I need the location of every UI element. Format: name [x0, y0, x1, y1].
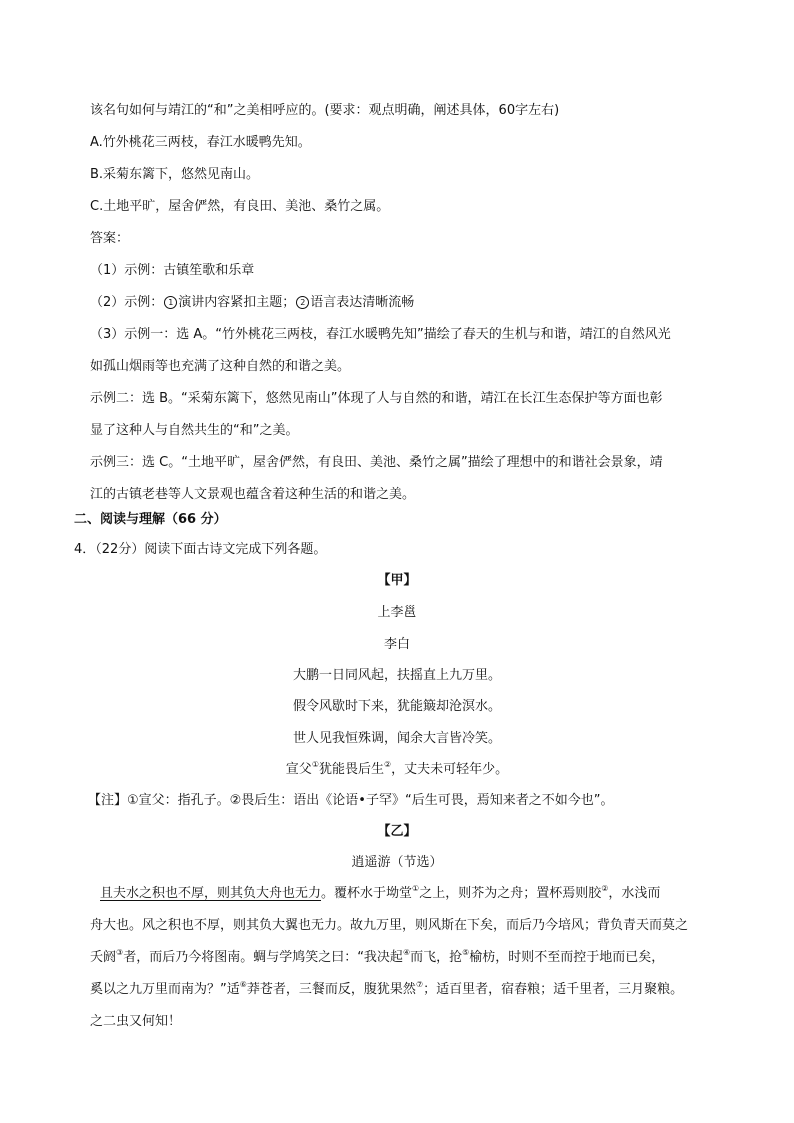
- passage-line-4: [90, 980, 794, 1000]
- note-mark-7: ⑦: [415, 979, 424, 989]
- passage-4-b: 莽苍者，三餐而反，腹犹果然: [246, 982, 416, 997]
- passage-4-a: 奚以之九万里而南为？”适: [90, 982, 240, 997]
- passage-3-b: 者，而后乃今将图南。蜩与学鸠笑之曰：“我决起: [123, 950, 403, 965]
- note-mark-3: ③: [116, 947, 124, 957]
- footnote-mark-1: ①: [311, 759, 319, 769]
- poem-line-4-b: 犹能畏后生: [318, 762, 384, 777]
- example-2-line1: 示例二：选 B。“采菊东篱下，悠然见南山”体现了人与自然的和谐，靖江在长江生态保护等方面也彰: [90, 391, 663, 406]
- q3-prompt: 该名句如何与靖江的“和”之美相呼应的。(要求：观点明确，阐述具体，60字左右): [90, 103, 560, 118]
- poem-line-4-a: 宣父: [285, 762, 312, 777]
- poem-line-4: [0, 760, 794, 780]
- passage-3-d: 榆枋，时则不至而控于地而已矣，: [469, 950, 665, 965]
- circle-number-1: 1: [164, 296, 177, 309]
- example-2-line2: 显了这种人与自然共生的“和”之美。: [90, 423, 299, 438]
- note-mark-2: ②: [601, 883, 609, 893]
- text-yi-title: 逍遥游（节选）: [351, 855, 443, 870]
- answer-2-part1: 演讲内容紧扣主题；: [178, 295, 296, 310]
- circle-number-2: 2: [296, 296, 309, 309]
- answer-2-prefix: （2）示例：: [90, 295, 164, 310]
- underlined-sentence: 且夫水之积也不厚，则其负大舟也无力: [100, 886, 322, 901]
- passage-1-a: 。覆杯水于坳堂: [321, 886, 413, 901]
- poem-jia-tag: 【甲】: [377, 573, 417, 588]
- passage-1-b: 之上，则芥为之舟；置杯焉则胶: [419, 886, 602, 901]
- note-mark-5: ⑤: [462, 947, 470, 957]
- text-yi-tag: 【乙】: [377, 824, 417, 839]
- note-mark-4: ④: [402, 947, 411, 957]
- passage-line-3: [90, 948, 794, 968]
- poem-note: 【注】①宣父：指孔子。②畏后生：语出《论语•子罕》“后生可畏，焉知来者之不如今也”。: [88, 793, 614, 808]
- section-heading: 二、阅读与理解（66 分）: [74, 512, 227, 527]
- poem-line-1: 大鹏一日同风起，扶摇直上九万里。: [292, 668, 501, 683]
- answer-2: [90, 293, 794, 313]
- note-mark-1: ①: [412, 883, 420, 893]
- passage-4-c: ；适百里者，宿舂粮；适千里者，三月聚粮。: [423, 982, 684, 997]
- footnote-mark-2: ②: [384, 759, 392, 769]
- answer-1: （1）示例：古镇笙歌和乐章: [90, 263, 255, 278]
- answer-3-line2: 如孤山烟雨等也充满了这种自然的和谐之美。: [90, 359, 351, 374]
- answer-3-line1: （3）示例一：选 A。“竹外桃花三两枝，春江水暖鸭先知”描绘了春天的生机与和谐，靖江的自然风光: [90, 327, 671, 342]
- passage-3-a: 夭阏: [90, 950, 117, 965]
- passage-line-1: [100, 884, 794, 904]
- answer-2-part2: 语言表达清晰流畅: [310, 295, 415, 310]
- option-b: B.采菊东篱下，悠然见南山。: [90, 167, 260, 182]
- passage-line-2: 舟大也。风之积也不厚，则其负大翼也无力。故九万里，则风斯在下矣，而后乃今培风；背负青天而莫之: [90, 918, 689, 933]
- poem-line-2: 假令风歇时下来，犹能簸却沧溟水。: [292, 699, 501, 714]
- example-3-line1: 示例三：选 C。“土地平旷，屋舍俨然，有良田、美池、桑竹之属”描绘了理想中的和谐社会景象，靖: [90, 455, 663, 470]
- example-3-line2: 江的古镇老巷等人文景观也蕴含着这种生活的和谐之美。: [90, 487, 416, 502]
- answer-label: 答案：: [90, 231, 130, 246]
- question-4: 4．（22分）阅读下面古诗文完成下列各题。: [74, 542, 327, 557]
- poem-title: 上李邕: [377, 605, 417, 620]
- option-c: C.土地平旷，屋舍俨然，有良田、美池、桑竹之属。: [90, 199, 390, 214]
- poem-line-4-c: ，丈夫未可轻年少。: [391, 762, 509, 777]
- passage-line-5: 之二虫又何知！: [90, 1014, 182, 1029]
- poem-line-3: 世人见我恒殊调，闻余大言皆冷笑。: [292, 731, 501, 746]
- passage-3-c: 而飞，抢: [410, 950, 463, 965]
- passage-1-c: ，水浅而: [608, 886, 661, 901]
- option-a: A.竹外桃花三两枝，春江水暖鸭先知。: [90, 135, 311, 150]
- note-mark-6: ⑥: [239, 979, 247, 989]
- poem-author: 李白: [383, 637, 410, 652]
